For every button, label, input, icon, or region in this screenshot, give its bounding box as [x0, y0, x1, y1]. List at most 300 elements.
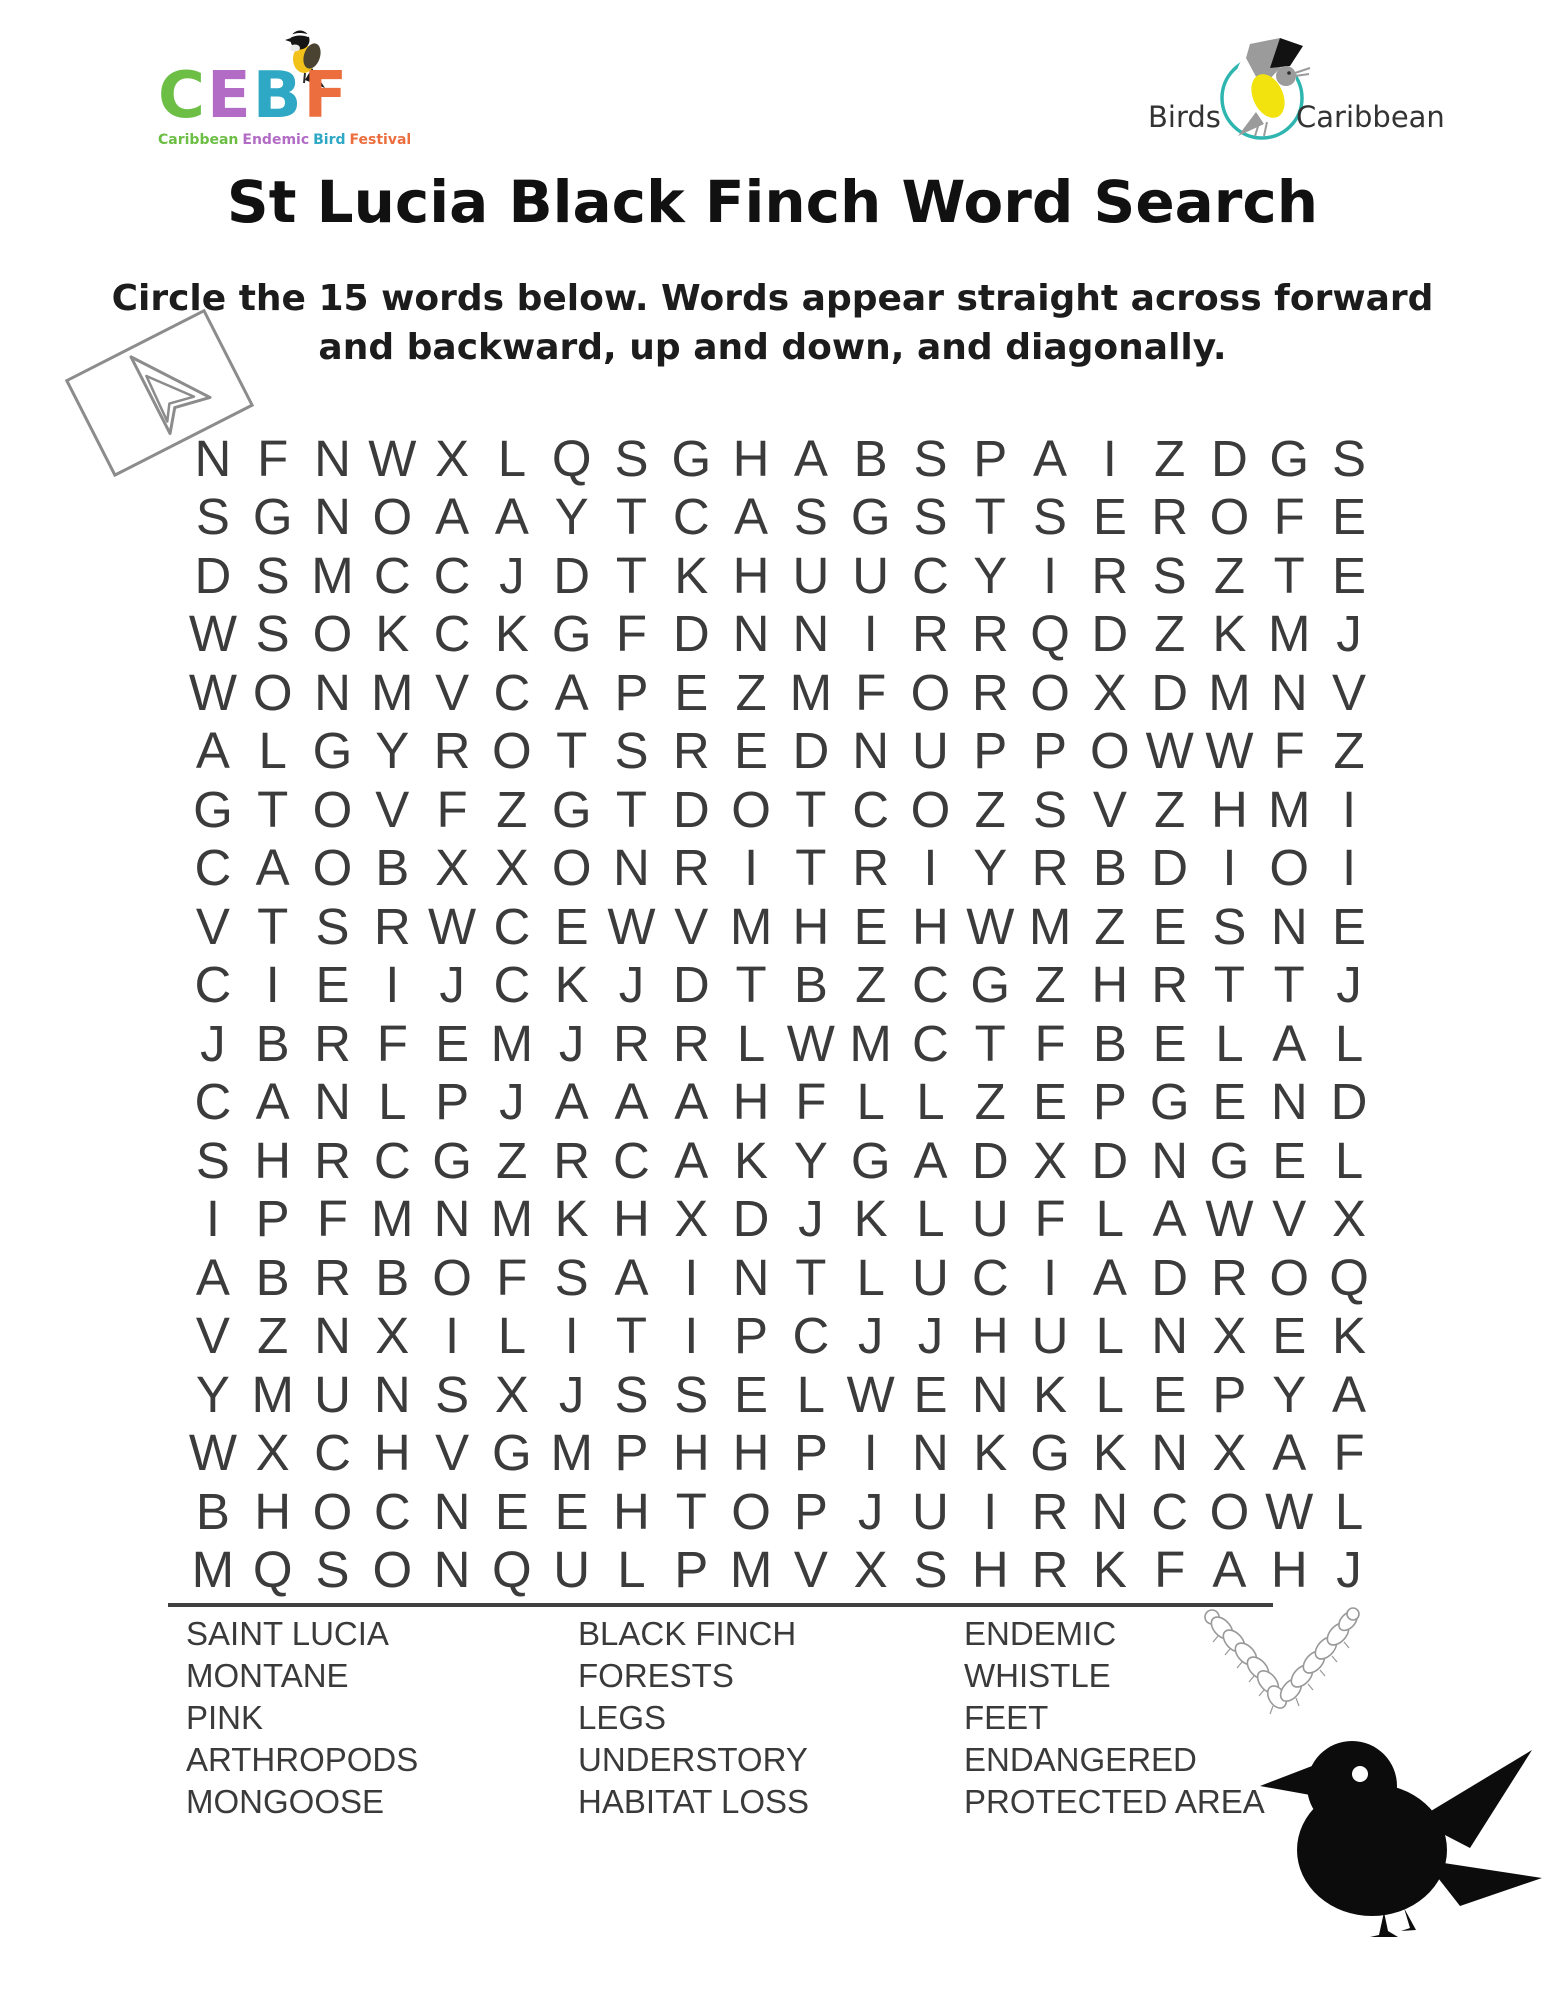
grid-cell-r8-c2: A	[255, 839, 290, 897]
grid-cell-r6-c8: S	[614, 722, 649, 780]
grid-cell-r17-c12: W	[846, 1365, 895, 1423]
grid-cell-r11-c10: L	[736, 1014, 766, 1072]
grid-cell-r13-c15: X	[1033, 1131, 1068, 1189]
grid-cell-r15-c19: O	[1269, 1248, 1310, 1306]
grid-cell-r6-c14: P	[973, 722, 1008, 780]
grid-cell-r16-c7: I	[564, 1307, 579, 1365]
grid-cell-r3-c15: I	[1042, 546, 1058, 604]
grid-cell-r15-c3: R	[314, 1248, 351, 1306]
grid-cell-r19-c20: L	[1334, 1482, 1364, 1540]
grid-cell-r2-c11: S	[793, 488, 828, 546]
caterpillar-illustration	[1198, 1602, 1363, 1722]
grid-cell-r16-c4: X	[375, 1307, 410, 1365]
cebf-tagline-word: Caribbean	[158, 132, 239, 148]
grid-cell-r6-c18: W	[1205, 722, 1254, 780]
grid-cell-r10-c12: Z	[855, 956, 887, 1014]
grid-cell-r10-c14: G	[970, 956, 1011, 1014]
grid-cell-r14-c17: A	[1152, 1190, 1187, 1248]
grid-cell-r7-c15: S	[1033, 780, 1068, 838]
grid-cell-r19-c14: I	[983, 1482, 998, 1540]
grid-cell-r14-c19: V	[1272, 1190, 1307, 1248]
grid-cell-r11-c3: R	[314, 1014, 351, 1072]
grid-cell-r19-c6: E	[494, 1482, 529, 1540]
grid-cell-r1-c17: Z	[1154, 429, 1186, 487]
grid-cell-r3-c20: E	[1332, 546, 1367, 604]
grid-cell-r19-c16: N	[1091, 1482, 1129, 1540]
grid-cell-r18-c8: P	[614, 1424, 649, 1482]
grid-cell-r20-c9: P	[674, 1541, 709, 1599]
grid-cell-r16-c15: U	[1031, 1307, 1069, 1365]
grid-cell-r15-c18: R	[1211, 1248, 1248, 1306]
grid-cell-r2-c2: G	[252, 488, 293, 546]
grid-cell-r2-c13: S	[913, 488, 948, 546]
grid-cell-r4-c1: W	[188, 605, 237, 663]
grid-cell-r4-c20: J	[1336, 605, 1362, 663]
grid-cell-r14-c20: X	[1332, 1190, 1367, 1248]
cebf-letters	[158, 59, 350, 133]
grid-cell-r3-c5: C	[433, 546, 471, 604]
grid-cell-r7-c18: H	[1211, 780, 1248, 838]
grid-cell-r2-c8: T	[615, 488, 648, 546]
word-list-item: PROTECTED AREA	[964, 1783, 1265, 1820]
grid-cell-r13-c18: G	[1209, 1131, 1250, 1189]
cebf-tagline	[158, 132, 415, 148]
grid-cell-r15-c12: L	[856, 1248, 885, 1306]
instructions-line-1: Circle the 15 words below. Words appear straight across forward	[111, 278, 1434, 319]
grid-cell-r9-c6: C	[493, 897, 531, 955]
grid-cell-r8-c5: X	[435, 839, 470, 897]
grid-cell-r15-c6: F	[496, 1248, 528, 1306]
grid-cell-r8-c1: C	[194, 839, 232, 897]
grid-cell-r9-c5: W	[428, 897, 477, 955]
grid-cell-r13-c16: D	[1091, 1131, 1129, 1189]
grid-cell-r6-c19: F	[1273, 722, 1305, 780]
word-list-item: WHISTLE	[964, 1657, 1111, 1694]
grid-cell-r11-c7: J	[558, 1014, 585, 1072]
grid-cell-r11-c2: B	[255, 1014, 290, 1072]
grid-cell-r12-c7: A	[554, 1073, 589, 1131]
grid-cell-r15-c5: O	[432, 1248, 472, 1306]
grid-cell-r15-c16: A	[1092, 1248, 1127, 1306]
grid-cell-r17-c19: Y	[1272, 1365, 1307, 1423]
grid-cell-r14-c18: W	[1205, 1190, 1254, 1248]
word-list-item: PINK	[186, 1699, 264, 1736]
grid-cell-r15-c4: B	[375, 1248, 410, 1306]
grid-cell-r2-c5: A	[435, 488, 470, 546]
grid-cell-r20-c10: M	[729, 1541, 773, 1599]
grid-cell-r15-c1: A	[195, 1248, 230, 1306]
grid-cell-r16-c3: N	[314, 1307, 351, 1365]
grid-cell-r4-c17: Z	[1154, 605, 1186, 663]
grid-cell-r10-c3: E	[315, 956, 350, 1014]
grid-cell-r12-c20: D	[1330, 1073, 1368, 1131]
grid-cell-r17-c8: S	[614, 1365, 649, 1423]
grid-cell-r5-c17: D	[1151, 663, 1189, 721]
grid-cell-r9-c3: S	[315, 897, 350, 955]
grid-cell-r19-c17: C	[1151, 1482, 1189, 1540]
grid-cell-r19-c11: P	[793, 1482, 828, 1540]
grid-cell-r17-c1: Y	[195, 1365, 230, 1423]
grid-cell-r5-c6: C	[493, 663, 531, 721]
grid-cell-r5-c9: E	[674, 663, 709, 721]
birdscaribbean-text-birds: Birds	[1148, 100, 1221, 134]
grid-cell-r20-c4: O	[372, 1541, 413, 1599]
grid-cell-r13-c4: C	[373, 1131, 411, 1189]
grid-cell-r15-c13: U	[912, 1248, 949, 1306]
grid-cell-r15-c7: S	[554, 1248, 589, 1306]
grid-cell-r6-c15: P	[1033, 722, 1068, 780]
grid-cell-r14-c3: F	[316, 1190, 349, 1248]
grid-cell-r11-c5: E	[435, 1014, 470, 1072]
grid-cell-r5-c2: O	[252, 663, 293, 721]
grid-cell-r14-c12: K	[853, 1190, 888, 1248]
grid-cell-r15-c2: B	[255, 1248, 290, 1306]
word-list-column-2	[578, 1613, 809, 1823]
grid-cell-r11-c11: W	[786, 1014, 835, 1072]
grid-cell-r1-c8: S	[614, 429, 649, 487]
grid-cell-r8-c7: O	[551, 839, 592, 897]
grid-cell-r2-c20: E	[1332, 488, 1367, 546]
grid-cell-r13-c19: E	[1272, 1131, 1307, 1189]
grid-cell-r7-c16: V	[1092, 780, 1127, 838]
grid-cell-r7-c1: G	[193, 780, 233, 838]
grid-cell-r1-c20: S	[1332, 429, 1367, 487]
grid-cell-r3-c12: U	[852, 546, 890, 604]
grid-cell-r11-c12: M	[849, 1014, 892, 1072]
grid-cell-r11-c17: E	[1152, 1014, 1187, 1072]
grid-cell-r13-c10: K	[734, 1131, 769, 1189]
word-list-item: ENDEMIC	[964, 1615, 1117, 1652]
grid-cell-r12-c2: A	[255, 1073, 290, 1131]
grid-cell-r6-c17: W	[1145, 722, 1194, 780]
grid-cell-r12-c5: P	[435, 1073, 470, 1131]
grid-cell-r4-c3: O	[312, 605, 353, 663]
grid-cell-r10-c9: D	[672, 956, 710, 1014]
grid-cell-r9-c13: H	[912, 897, 949, 955]
grid-cell-r18-c19: A	[1272, 1424, 1307, 1482]
grid-cell-r4-c14: R	[971, 605, 1009, 663]
grid-cell-r17-c9: S	[674, 1365, 709, 1423]
grid-cell-r3-c18: Z	[1213, 546, 1246, 604]
grid-cell-r12-c18: E	[1212, 1073, 1247, 1131]
grid-cell-r3-c11: U	[792, 546, 830, 604]
grid-cell-r15-c20: Q	[1329, 1248, 1369, 1306]
grid-cell-r2-c14: T	[974, 488, 1006, 546]
grid-cell-r20-c6: Q	[492, 1541, 532, 1599]
grid-cell-r2-c3: N	[314, 488, 351, 546]
grid-cell-r18-c18: X	[1212, 1424, 1247, 1482]
grid-cell-r1-c18: D	[1211, 429, 1248, 487]
grid-cell-r16-c18: X	[1212, 1307, 1247, 1365]
grid-cell-r1-c19: G	[1269, 429, 1310, 487]
grid-cell-r3-c16: R	[1091, 546, 1129, 604]
grid-cell-r14-c6: M	[490, 1190, 534, 1248]
grid-cell-r4-c7: G	[551, 605, 592, 663]
cebf-tagline-word: Endemic	[242, 132, 310, 148]
grid-cell-r14-c4: M	[371, 1190, 414, 1248]
grid-cell-r10-c7: K	[554, 956, 589, 1014]
grid-cell-r8-c10: I	[743, 839, 759, 897]
grid-cell-r4-c6: K	[494, 605, 529, 663]
grid-cell-r11-c8: R	[613, 1014, 650, 1072]
grid-cell-r17-c14: N	[971, 1365, 1009, 1423]
grid-cell-r5-c20: V	[1332, 663, 1367, 721]
grid-cell-r13-c9: A	[674, 1131, 709, 1189]
word-list-item: MONGOOSE	[186, 1783, 385, 1820]
grid-cell-r17-c18: P	[1212, 1365, 1247, 1423]
grid-cell-r6-c10: E	[734, 722, 769, 780]
grid-cell-r10-c1: C	[194, 956, 232, 1014]
grid-cell-r2-c7: Y	[554, 488, 589, 546]
grid-cell-r5-c14: R	[971, 663, 1009, 721]
grid-cell-r7-c13: O	[910, 780, 951, 838]
grid-cell-r6-c5: R	[433, 722, 471, 780]
grid-cell-r17-c20: A	[1332, 1365, 1367, 1423]
grid-cell-r1-c14: P	[973, 429, 1008, 487]
grid-cell-r12-c14: Z	[974, 1073, 1006, 1131]
grid-cell-r14-c5: N	[433, 1190, 471, 1248]
grid-cell-r3-c1: D	[194, 546, 232, 604]
grid-cell-r8-c19: O	[1269, 839, 1310, 897]
grid-cell-r13-c6: Z	[496, 1131, 528, 1189]
grid-cell-r7-c6: Z	[496, 780, 528, 838]
grid-cell-r8-c20: I	[1341, 839, 1357, 897]
grid-cell-r7-c8: T	[615, 780, 648, 838]
grid-cell-r5-c13: O	[910, 663, 951, 721]
grid-cell-r11-c9: R	[672, 1014, 710, 1072]
grid-cell-r4-c9: D	[672, 605, 710, 663]
grid-cell-r9-c10: M	[729, 897, 773, 955]
grid-cell-r6-c6: O	[492, 722, 532, 780]
grid-cell-r16-c8: T	[615, 1307, 648, 1365]
grid-cell-r11-c4: F	[376, 1014, 408, 1072]
grid-cell-r10-c20: J	[1336, 956, 1362, 1014]
grid-cell-r12-c19: N	[1270, 1073, 1308, 1131]
grid-cell-r17-c10: E	[734, 1365, 769, 1423]
grid-cell-r4-c12: I	[863, 605, 878, 663]
grid-cell-r7-c20: I	[1341, 780, 1357, 838]
grid-cell-r19-c7: E	[554, 1482, 589, 1540]
grid-cell-r12-c16: P	[1092, 1073, 1127, 1131]
grid-cell-r5-c4: M	[371, 663, 414, 721]
grid-cell-r14-c11: J	[798, 1190, 824, 1248]
grid-cell-r1-c9: G	[671, 429, 712, 487]
grid-cell-r2-c1: S	[195, 488, 230, 546]
grid-cell-r4-c11: N	[792, 605, 830, 663]
grid-cell-r5-c8: P	[614, 663, 649, 721]
grid-cell-r12-c11: F	[795, 1073, 827, 1131]
grid-cell-r7-c5: F	[436, 780, 468, 838]
grid-cell-r5-c5: V	[435, 663, 470, 721]
grid-cell-r13-c12: G	[850, 1131, 891, 1189]
grid-cell-r14-c10: D	[732, 1190, 770, 1248]
cebf-letter: C	[158, 59, 207, 133]
word-list-item: FEET	[964, 1699, 1049, 1736]
grid-cell-r7-c14: Z	[974, 780, 1006, 838]
grid-cell-r2-c10: A	[734, 488, 769, 546]
grid-cell-r20-c1: M	[191, 1541, 235, 1599]
grid-cell-r6-c13: U	[912, 722, 949, 780]
grid-cell-r6-c11: D	[792, 722, 830, 780]
grid-cell-r14-c15: F	[1034, 1190, 1066, 1248]
grid-cell-r17-c7: J	[558, 1365, 585, 1423]
birdscaribbean-text-caribbean: Caribbean	[1296, 100, 1445, 134]
grid-cell-r20-c19: H	[1270, 1541, 1308, 1599]
cebf-letter: B	[252, 59, 304, 133]
grid-cell-r4-c5: C	[433, 605, 471, 663]
grid-cell-r17-c16: L	[1095, 1365, 1125, 1423]
grid-cell-r15-c10: N	[732, 1248, 770, 1306]
grid-cell-r16-c16: L	[1095, 1307, 1125, 1365]
cebf-letter: F	[303, 59, 350, 133]
word-list-item: HABITAT LOSS	[578, 1783, 810, 1820]
grid-cell-r11-c13: C	[912, 1014, 949, 1072]
grid-cell-r13-c20: L	[1334, 1131, 1364, 1189]
grid-cell-r19-c15: R	[1031, 1482, 1069, 1540]
grid-cell-r18-c13: N	[912, 1424, 949, 1482]
grid-cell-r3-c9: K	[674, 546, 709, 604]
grid-cell-r18-c10: H	[732, 1424, 770, 1482]
grid-cell-r10-c8: J	[618, 956, 645, 1014]
grid-cell-r17-c2: M	[251, 1365, 294, 1423]
word-list-item: UNDERSTORY	[578, 1741, 808, 1778]
grid-cell-r2-c6: A	[494, 488, 529, 546]
grid-cell-r3-c10: H	[732, 546, 770, 604]
grid-cell-r15-c9: I	[684, 1248, 699, 1306]
grid-cell-r5-c1: W	[188, 663, 237, 721]
grid-cell-r20-c15: R	[1031, 1541, 1069, 1599]
grid-cell-r20-c16: K	[1092, 1541, 1127, 1599]
grid-cell-r10-c5: J	[439, 956, 465, 1014]
grid-cell-r2-c15: S	[1033, 488, 1068, 546]
grid-cell-r20-c5: N	[433, 1541, 471, 1599]
grid-cell-r18-c3: C	[314, 1424, 351, 1482]
grid-cell-r11-c19: A	[1272, 1014, 1307, 1072]
grid-cell-r17-c17: E	[1152, 1365, 1187, 1423]
grid-cell-r9-c11: H	[792, 897, 830, 955]
black-finch-silhouette	[1258, 1728, 1545, 1946]
grid-cell-r14-c16: L	[1095, 1190, 1125, 1248]
grid-cell-r17-c13: E	[913, 1365, 948, 1423]
grid-cell-r1-c12: B	[853, 429, 888, 487]
grid-cell-r7-c4: V	[375, 780, 410, 838]
instructions-line-2: and backward, up and down, and diagonally.	[318, 327, 1227, 368]
grid-cell-r6-c9: R	[672, 722, 710, 780]
grid-cell-r12-c17: G	[1149, 1073, 1190, 1131]
grid-cell-r5-c12: F	[855, 663, 887, 721]
grid-cell-r6-c4: Y	[375, 722, 410, 780]
grid-cell-r8-c16: B	[1092, 839, 1127, 897]
grid-cell-r9-c18: S	[1212, 897, 1247, 955]
grid-cell-r16-c10: P	[734, 1307, 769, 1365]
grid-cell-r1-c11: A	[793, 429, 828, 487]
grid-cell-r3-c7: D	[553, 546, 591, 604]
word-list-item: MONTANE	[186, 1657, 349, 1694]
grid-cell-r12-c10: H	[732, 1073, 770, 1131]
grid-cell-r2-c4: O	[372, 488, 413, 546]
grid-cell-r1-c1: N	[194, 429, 232, 487]
grid-cell-r10-c17: R	[1151, 956, 1189, 1014]
grid-cell-r9-c19: N	[1270, 897, 1308, 955]
grid-cell-r6-c3: G	[312, 722, 353, 780]
grid-cell-r4-c13: R	[912, 605, 949, 663]
grid-cell-r8-c11: T	[795, 839, 827, 897]
grid-cell-r11-c15: F	[1034, 1014, 1066, 1072]
grid-cell-r16-c5: I	[445, 1307, 460, 1365]
word-list-item: LEGS	[578, 1699, 667, 1736]
grid-cell-r9-c14: W	[966, 897, 1015, 955]
grid-cell-r19-c5: N	[433, 1482, 471, 1540]
grid-cell-r16-c12: J	[857, 1307, 884, 1365]
grid-cell-r2-c16: E	[1092, 488, 1127, 546]
grid-cell-r16-c14: H	[971, 1307, 1009, 1365]
grid-cell-r3-c4: C	[373, 546, 411, 604]
grid-cell-r6-c2: L	[258, 722, 287, 780]
grid-cell-r10-c13: C	[912, 956, 949, 1014]
grid-cell-r16-c6: L	[497, 1307, 527, 1365]
grid-cell-r20-c18: A	[1212, 1541, 1247, 1599]
grid-cell-r18-c14: K	[973, 1424, 1008, 1482]
grid-cell-r2-c19: F	[1273, 488, 1305, 546]
grid-cell-r2-c18: O	[1209, 488, 1250, 546]
grid-cell-r19-c9: T	[675, 1482, 707, 1540]
grid-cell-r10-c16: H	[1091, 956, 1129, 1014]
grid-cell-r17-c15: K	[1033, 1365, 1068, 1423]
grid-cell-r9-c4: R	[373, 897, 411, 955]
grid-cell-r7-c9: D	[672, 780, 710, 838]
grid-cell-r18-c9: H	[672, 1424, 710, 1482]
grid-cell-r10-c4: I	[385, 956, 400, 1014]
grid-cell-r19-c12: J	[857, 1482, 884, 1540]
grid-cell-r16-c1: V	[195, 1307, 230, 1365]
grid-cell-r20-c12: X	[853, 1541, 888, 1599]
grid-cell-r1-c5: X	[435, 429, 470, 487]
grid-cell-r1-c16: I	[1102, 429, 1117, 487]
grid-cell-r12-c12: L	[856, 1073, 885, 1131]
grid-cell-r13-c8: C	[613, 1131, 650, 1189]
grid-cell-r16-c13: J	[917, 1307, 944, 1365]
grid-cell-r18-c15: G	[1030, 1424, 1070, 1482]
grid-cell-r18-c11: P	[793, 1424, 828, 1482]
grid-cell-r17-c6: X	[494, 1365, 529, 1423]
grid-cell-r11-c16: B	[1092, 1014, 1127, 1072]
grid-cell-r13-c11: Y	[793, 1131, 828, 1189]
grid-cell-r15-c8: A	[614, 1248, 649, 1306]
grid-cell-r6-c20: Z	[1333, 722, 1365, 780]
grid-cell-r9-c8: W	[607, 897, 656, 955]
grid-cell-r19-c19: W	[1265, 1482, 1314, 1540]
grid-cell-r8-c6: X	[494, 839, 529, 897]
grid-cell-r11-c1: J	[200, 1014, 226, 1072]
grid-cell-r15-c14: C	[971, 1248, 1009, 1306]
grid-cell-r4-c10: N	[732, 605, 770, 663]
grid-cell-r20-c2: Q	[252, 1541, 293, 1599]
grid-cell-r8-c14: Y	[973, 839, 1008, 897]
grid-cell-r20-c7: U	[553, 1541, 591, 1599]
grid-cell-r20-c8: L	[617, 1541, 646, 1599]
grid-cell-r1-c10: H	[732, 429, 770, 487]
grid-cell-r6-c12: N	[852, 722, 890, 780]
grid-cell-r9-c17: E	[1152, 897, 1187, 955]
grid-cell-r9-c2: T	[257, 897, 289, 955]
grid-cell-r19-c1: B	[195, 1482, 230, 1540]
grid-cell-r3-c6: J	[499, 546, 525, 604]
grid-cell-r1-c4: W	[368, 429, 417, 487]
grid-cell-r11-c20: L	[1334, 1014, 1364, 1072]
cebf-letter: E	[206, 59, 253, 133]
word-list-item: ARTHROPODS	[186, 1741, 419, 1778]
grid-cell-r4-c18: K	[1212, 605, 1247, 663]
